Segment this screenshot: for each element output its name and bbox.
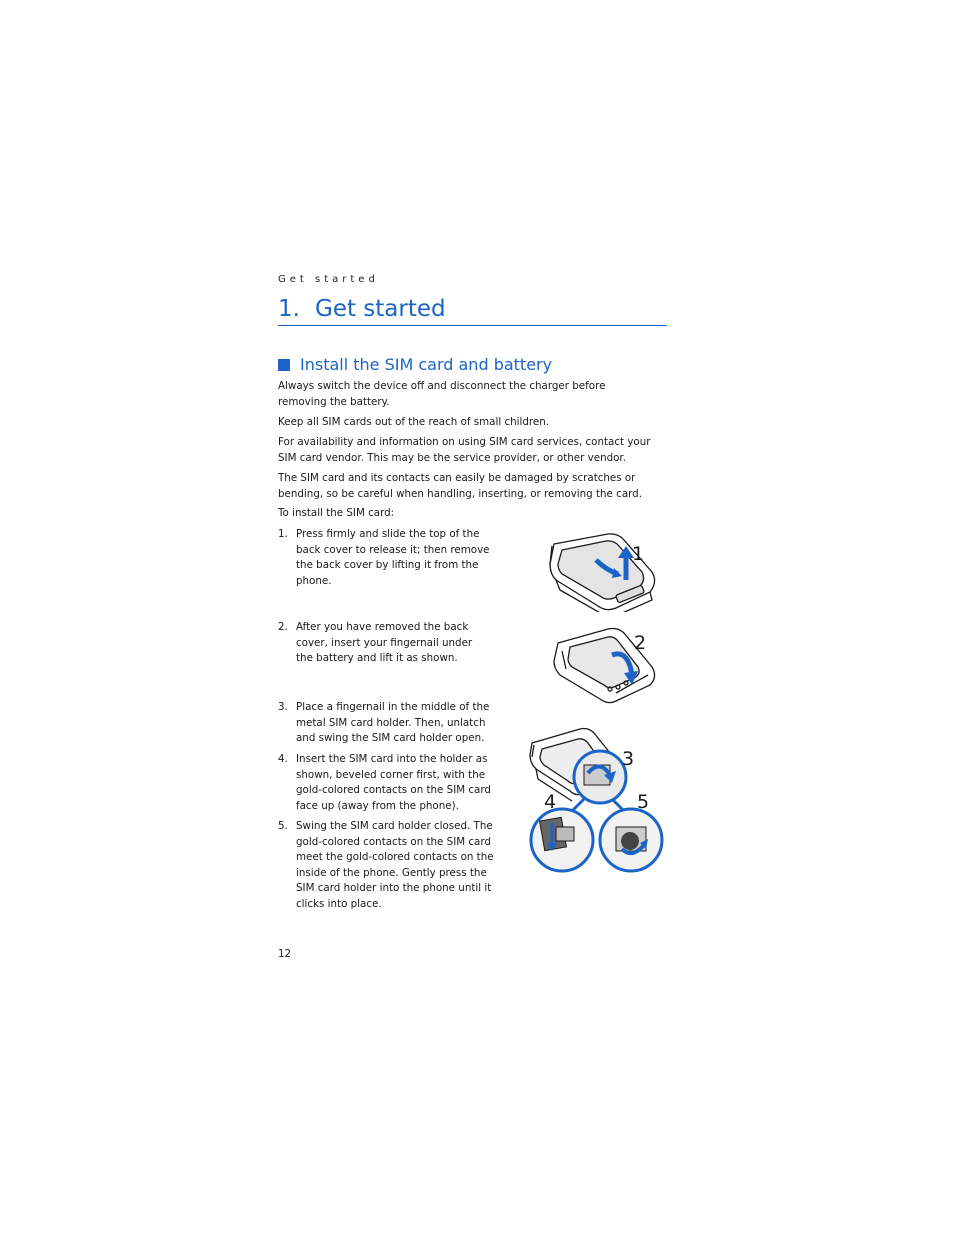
section-title: Install the SIM card and battery [300,355,553,374]
step-number: 4. [278,753,288,765]
figure-label-5: 5 [637,791,650,813]
step-3 [278,700,496,747]
step-1 [278,527,493,589]
figure-label-1: 1 [632,543,645,565]
step-number: 5. [278,820,288,832]
section-heading [278,355,552,374]
figure-label-3: 3 [622,748,635,770]
figure-label-2: 2 [634,632,647,654]
figure-sim-holder [528,727,666,875]
step-text: Press firmly and slide the top of the back cover to release it; then remove the back cover by lifting it from the phone. [296,528,490,587]
page-number: 12 [278,948,292,960]
paragraph-sim-damage: The SIM card and its contacts can easily be damaged by scratches or bending, so be careful when handling, inserting, or removing the card. [278,472,642,500]
paragraph-battery-warning: Always switch the device off and disconnect the charger before removing the battery. [278,380,606,408]
paragraph-sim-services: For availability and information on using SIM card services, contact your SIM card vendor. This may be the service provider, or other vendor. [278,436,651,464]
step-number: 2. [278,621,288,633]
chapter-title-text: Get started [315,296,446,322]
figure-label-4: 4 [544,791,557,813]
figure-lift-battery [552,625,660,705]
running-head: Get started [278,274,379,285]
chapter-number: 1. [278,296,300,322]
step-text: Insert the SIM card into the holder as shown, beveled corner first, with the gold-colored contacts on the SIM card face up (away from the phone). [296,753,491,812]
step-4 [278,752,504,814]
step-number: 1. [278,528,288,540]
step-text: After you have removed the back cover, insert your fingernail under the battery and lift it as shown. [296,621,473,664]
figure-remove-back-cover [546,530,664,612]
step-number: 3. [278,701,288,713]
paragraph-children-warning: Keep all SIM cards out of the reach of small children. [278,416,550,428]
step-2 [278,620,490,667]
section-bullet-icon [278,359,290,371]
chapter-title [278,296,667,326]
paragraph-install-intro: To install the SIM card: [278,507,395,519]
step-text: Swing the SIM card holder closed. The gold-colored contacts on the SIM card meet the gold-colored contacts on the inside of the phone. Gently press the SIM card holder into the phone until it clicks into place. [296,820,494,910]
step-5 [278,819,496,912]
step-text: Place a fingernail in the middle of the metal SIM card holder. Then, unlatch and swing the SIM card holder open. [296,701,490,744]
